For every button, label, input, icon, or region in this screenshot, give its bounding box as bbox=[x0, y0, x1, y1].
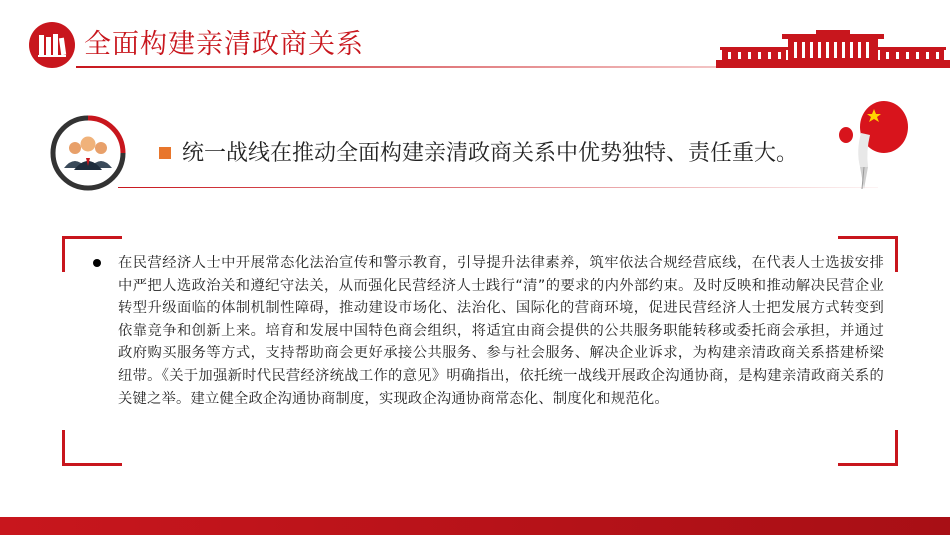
people-group-icon bbox=[49, 114, 127, 192]
section-subtitle: 统一战线在推动全面构建亲清政商关系中优势独特、责任重大。 bbox=[182, 141, 799, 166]
flag-balloon-icon bbox=[834, 93, 914, 193]
great-hall-icon bbox=[716, 30, 950, 68]
content-paragraph: 在民营经济人士中开展常态化法治宣传和警示教育，引导提升法律素养，筑牢依法合规经营底线，在代表人士选拔安排中严把人选政治关和遵纪守法关，从而强化民营经济人士践行“清”的要求的内外部约束。及时反映和推动解决民营企业转型升级面临的体制机制性障碍，推动建设市场化、法治化、国际化的营商环境，促进民营经济人士把发展方式转变到依靠竞争和创新上来。培育和发展中国特色商会组织，将适宜由商会提供的公共服务职能转移或委托商会承担，并通过政府购买服务等方式，支持帮助商会更好承接公共服务、参与社会服务、解决企业诉求，为构建亲清政商关系搭建桥梁纽带。《关于加强新时代民营经济统战工作的意见》明确指出，依托统一战线开展政企沟通协商，是构建亲清政商关系的关键之举。建立健全政企沟通协商制度，实现政企沟通协商常态化、制度化和规范化。 bbox=[118, 255, 884, 407]
footer-bar bbox=[0, 517, 950, 535]
page-title: 全面构建亲清政商关系 bbox=[84, 29, 364, 60]
subtitle-bullet bbox=[159, 147, 171, 159]
header-divider-right bbox=[716, 66, 950, 68]
subtitle-divider bbox=[118, 187, 878, 188]
header-badge bbox=[29, 22, 75, 68]
paragraph-bullet bbox=[93, 259, 101, 267]
header-divider bbox=[76, 66, 716, 68]
books-icon bbox=[37, 32, 67, 58]
